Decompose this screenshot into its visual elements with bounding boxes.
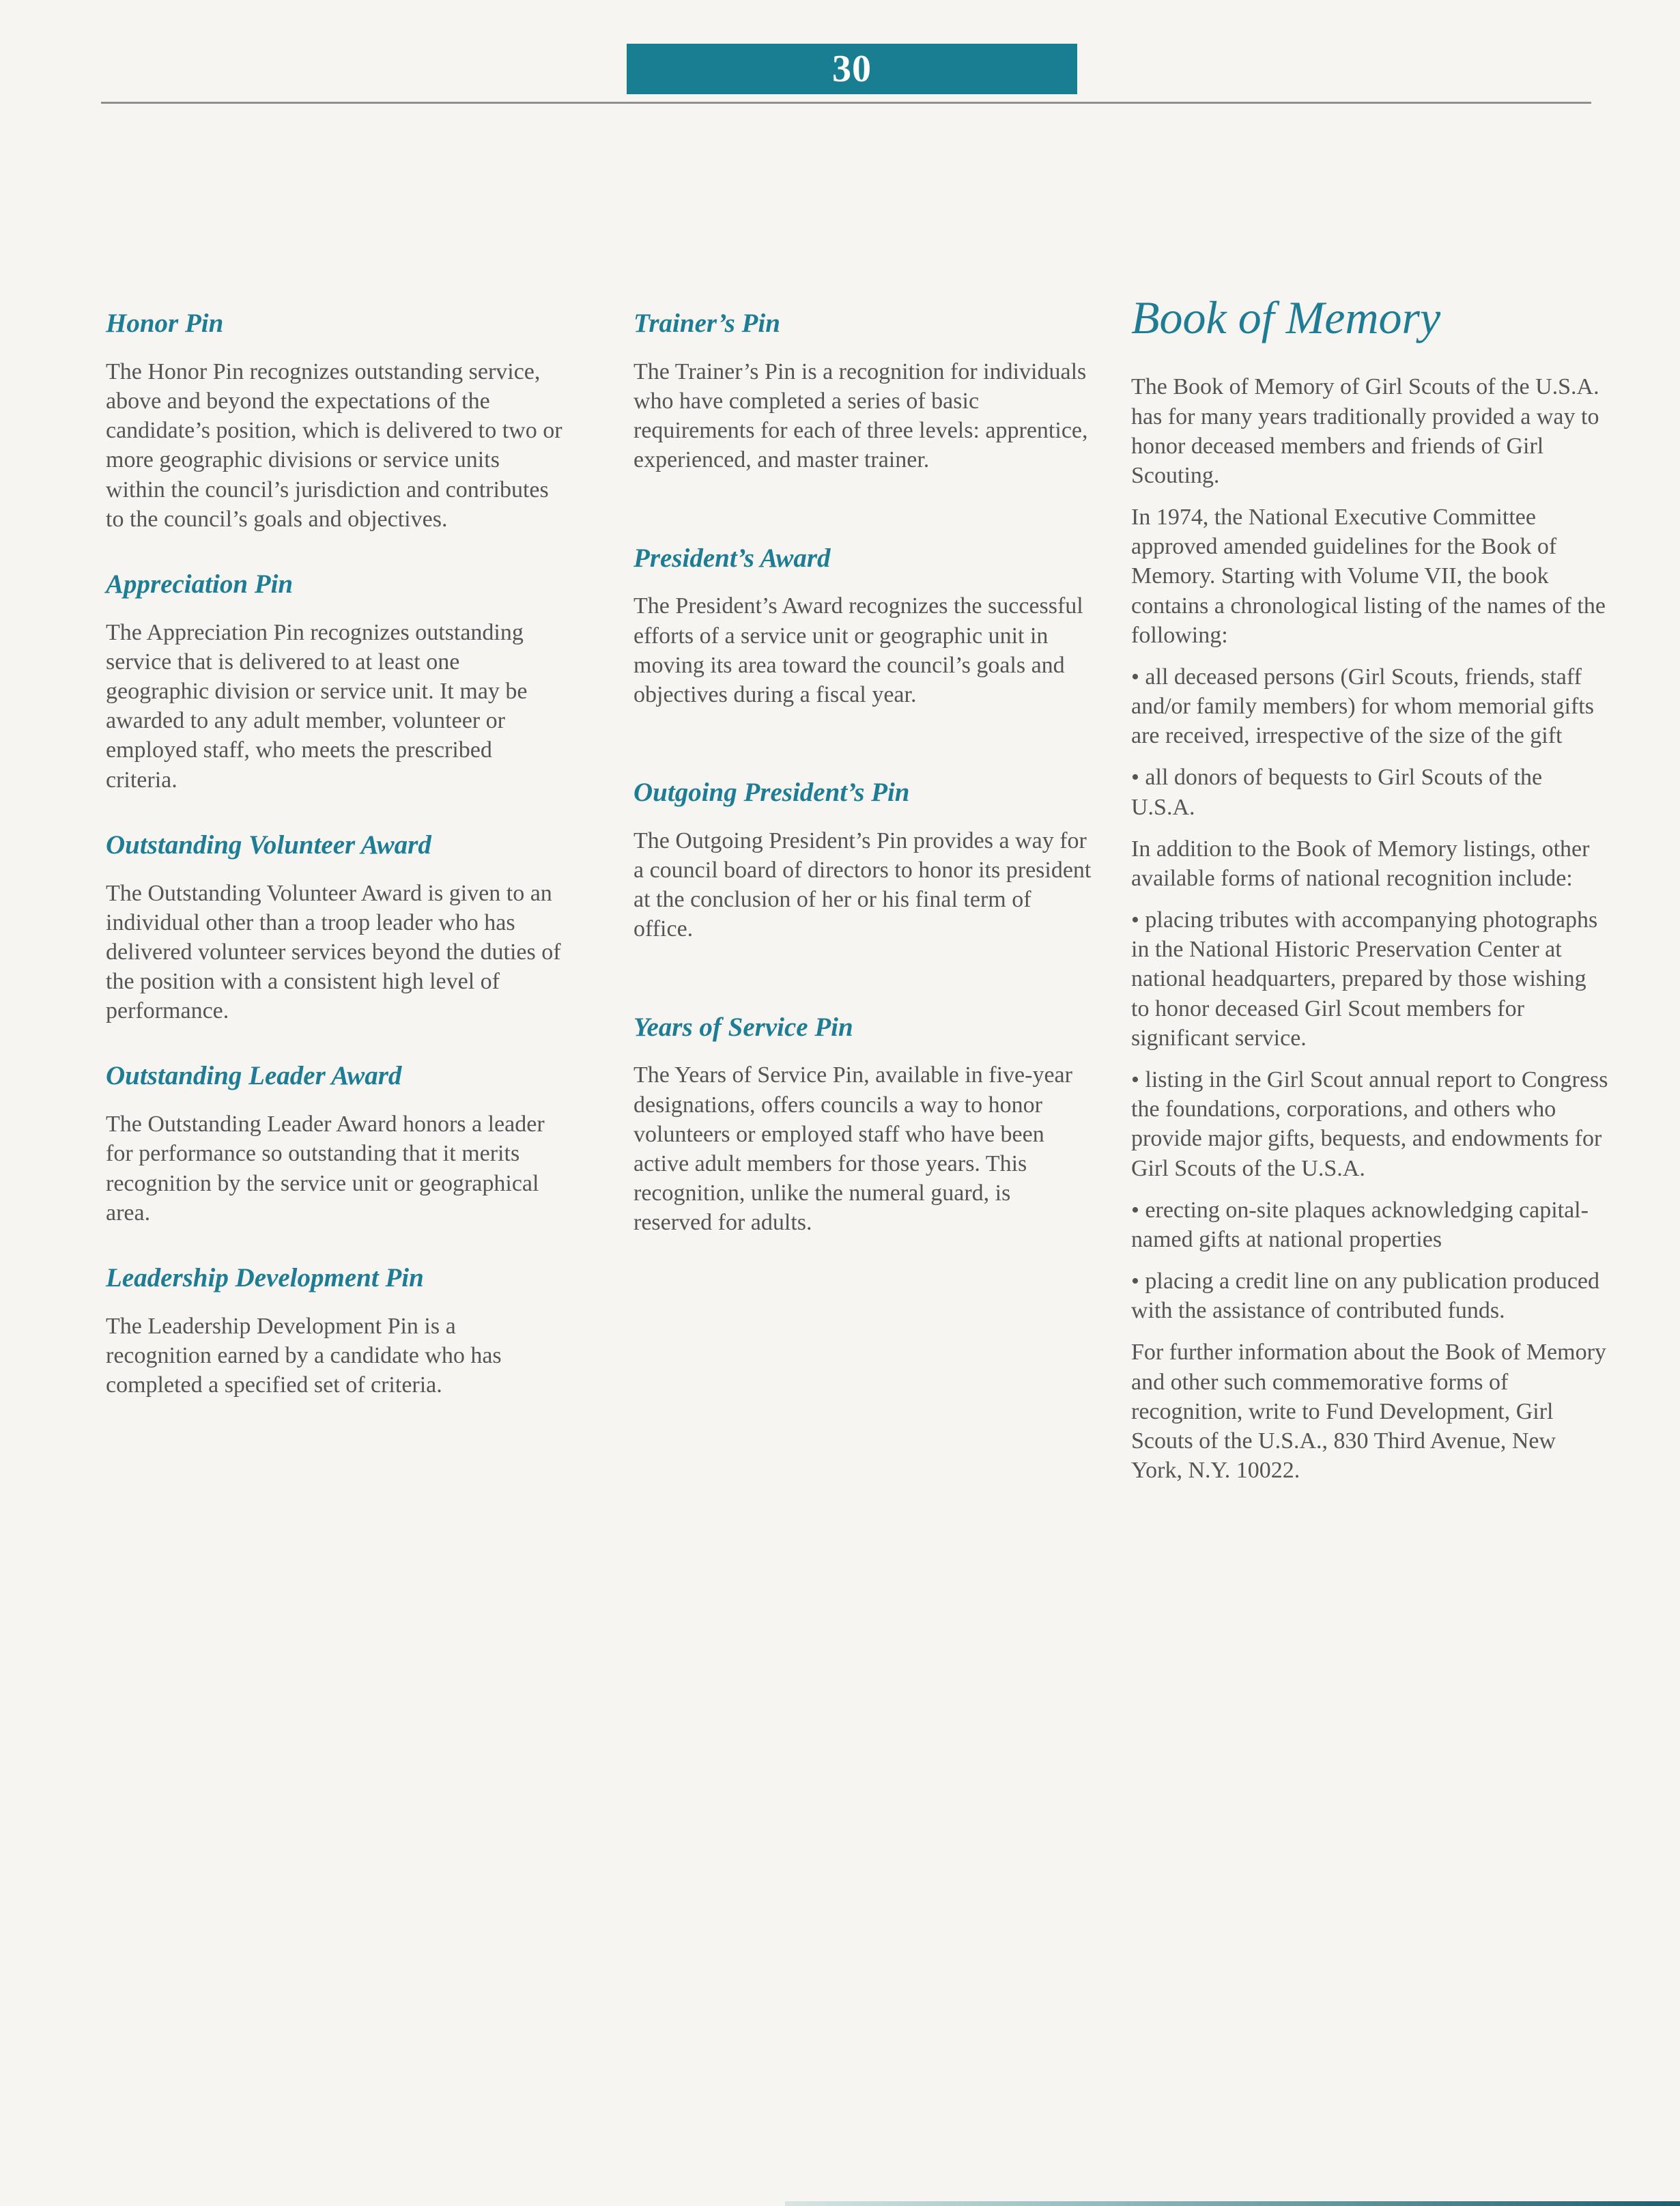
section-heading: Outstanding Volunteer Award <box>106 830 431 860</box>
section-paragraph: The Years of Service Pin, available in five-year designations, offers councils a way to honor volunteers or employed staff who have been active adult members for those years. This recognition, unlike the numeral guard, is reserved for adults. <box>633 1062 1072 1236</box>
section-heading: Appreciation Pin <box>106 569 294 599</box>
paragraph: In addition to the Book of Memory listings, other available forms of national recognition include: <box>1131 836 1590 891</box>
section-paragraph: The President’s Award recognizes the successful efforts of a service unit or geographic unit in moving its area toward the council’s goals and objectives during a fiscal year. <box>633 593 1083 707</box>
section-heading: President’s Award <box>633 543 831 573</box>
section-paragraph: The Outstanding Volunteer Award is given to an individual other than a troop leader who has delivered volunteer services beyond the duties of the position with a consistent high level of performance. <box>106 880 561 1024</box>
section-paragraph: The Trainer’s Pin is a recognition for individuals who have completed a series of basic requirements for each of three levels: apprentice, experienced, and master trainer. <box>633 358 1088 473</box>
section-paragraph: The Appreciation Pin recognizes outstanding service that is delivered to at least one geographic division or service unit. It may be awarded to any adult member, volunteer or employed staff, who meets the prescribed criteria. <box>106 619 528 793</box>
paragraph: The Book of Memory of Girl Scouts of the U.S.A. has for many years traditionally provided a way to honor deceased members and friends of Girl Scouting. <box>1131 374 1599 488</box>
section-paragraph: The Leadership Development Pin is a recognition earned by a candidate who has completed a specified set of criteria. <box>106 1313 502 1398</box>
section-heading: Outgoing President’s Pin <box>633 778 910 808</box>
section-heading: Years of Service Pin <box>633 1012 853 1042</box>
section-heading: Outstanding Leader Award <box>106 1061 402 1091</box>
header-rule <box>101 102 1591 104</box>
book-of-memory-items <box>1131 372 1609 1485</box>
section-paragraph: The Outgoing President’s Pin provides a way for a council board of directors to honor its president at the conclusion of her or his final term of office. <box>633 828 1092 942</box>
paragraph: For further information about the Book of Memory and other such commemorative forms of recognition, write to Fund Development, Girl Scouts of the U.S.A., 830 Third Avenue, New York, N.Y. 10022. <box>1131 1340 1606 1484</box>
next-page-bar-sliver <box>785 2201 1680 2206</box>
section-heading: Honor Pin <box>106 309 224 338</box>
section-paragraph: The Honor Pin recognizes outstanding service, above and beyond the expectations of the candidate’s position, which is delivered to two or more geographic divisions or service units within the council’s jurisdiction and contributes to the council’s goals and objectives. <box>106 358 563 532</box>
bullet-item: • all deceased persons (Girl Scouts, friends, staff and/or family members) for whom memorial gifts are received, irrespective of the size of the gift <box>1131 664 1594 749</box>
column-awards-middle <box>633 309 1092 1237</box>
bullet-item: • all donors of bequests to Girl Scouts of the U.S.A. <box>1131 765 1543 820</box>
section-heading: Leadership Development Pin <box>106 1262 424 1292</box>
column-book-of-memory <box>1131 294 1609 1497</box>
section-paragraph: The Outstanding Leader Award honors a leader for performance so outstanding that it merits recognition by the service unit or geographical area. <box>106 1112 545 1226</box>
paragraph: In 1974, the National Executive Committee approved amended guidelines for the Book of Memory. Starting with Volume VII, the book contains a chronological listing of the names of the following: <box>1131 505 1606 648</box>
bullet-item: • listing in the Girl Scout annual report to Congress the foundations, corporations, and others who provide major gifts, bequests, and endowments for Girl Scouts of the U.S.A. <box>1131 1067 1608 1181</box>
column-awards-left <box>106 309 565 1400</box>
bullet-item: • placing tributes with accompanying photographs in the National Historic Preservation Center at national headquarters, prepared by those wishing to honor deceased Girl Scout members for significant service. <box>1131 907 1598 1051</box>
page-number-bar <box>627 44 1077 94</box>
bullet-item: • erecting on-site plaques acknowledging capital-named gifts at national properties <box>1131 1197 1589 1252</box>
page-number: 30 <box>832 48 872 90</box>
book-of-memory-title: Book of Memory <box>1131 292 1441 343</box>
bullet-item: • placing a credit line on any publication produced with the assistance of contributed funds. <box>1131 1269 1600 1324</box>
section-heading: Trainer’s Pin <box>633 309 780 338</box>
